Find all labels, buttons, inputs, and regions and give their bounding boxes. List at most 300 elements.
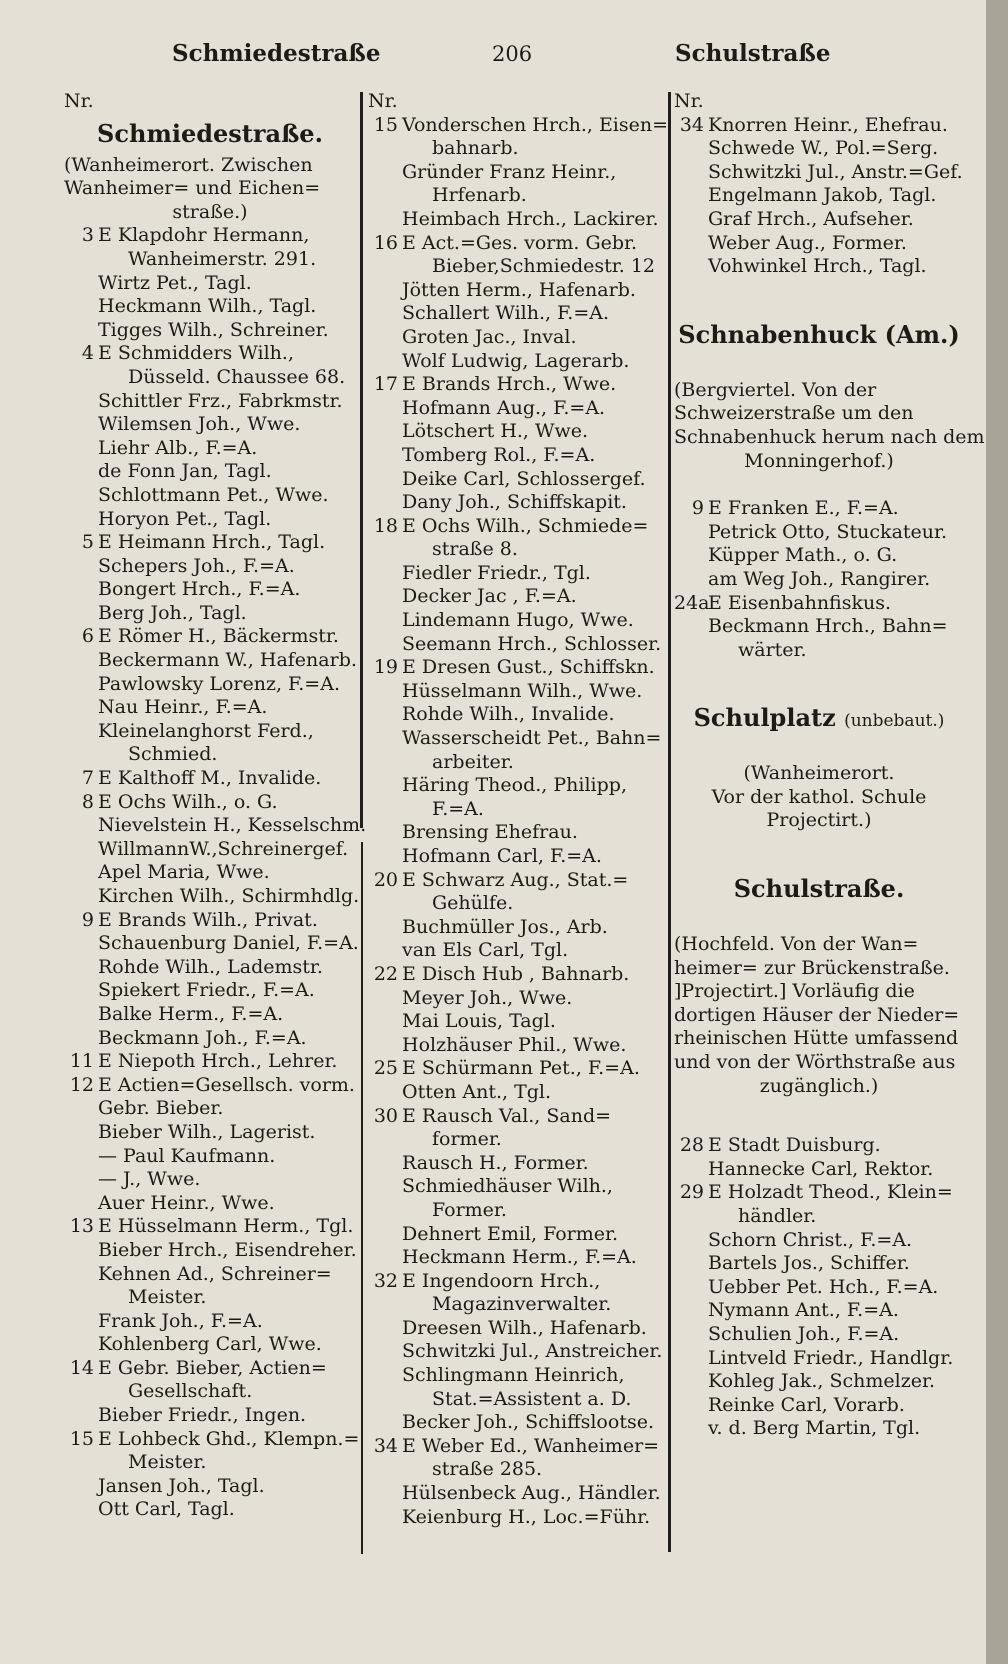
list-item: [674, 1417, 964, 1441]
list-item: [64, 720, 356, 744]
list-item: [368, 656, 664, 680]
entry-text: E Holzadt Theod., Klein=: [708, 1181, 953, 1204]
list-item: [64, 649, 356, 673]
entry-text: Knorren Heinr., Ehefrau.: [708, 113, 948, 136]
entry-text: Rohde Wilh., Lademstr.: [98, 955, 323, 978]
entry-text: Wasserscheidt Pet., Bahn=: [402, 727, 662, 750]
entry-text: Schlottmann Pet., Wwe.: [98, 483, 329, 506]
house-number: 5: [81, 531, 94, 554]
entry-text: Deike Carl, Schlossergef.: [402, 467, 646, 490]
street-note: [674, 378, 985, 473]
house-number: 34: [679, 113, 704, 136]
entry-text: Tomberg Rol., F.=A.: [402, 443, 596, 466]
list-item: [674, 544, 964, 568]
street-note: [64, 154, 356, 225]
entry-text: Kirchen Wilh., Schirmhdlg.: [98, 885, 360, 907]
house-number: 9: [691, 497, 704, 520]
list-item: [64, 531, 356, 555]
entry-text: Wanheimerstr. 291.: [128, 247, 317, 270]
list-item: [64, 460, 356, 484]
list-item: [674, 1252, 964, 1276]
list-item: [368, 1057, 664, 1081]
entry-text: E Stadt Duisburg.: [708, 1134, 881, 1157]
entry-text: Former.: [432, 1198, 507, 1221]
list-item: [368, 1340, 664, 1364]
entry-text: arbeiter.: [432, 750, 514, 773]
list-item: [64, 272, 356, 296]
entry-text: E Brands Wilh., Privat.: [98, 908, 318, 931]
house-number: 7: [81, 767, 94, 790]
entry-text: E Niepoth Hrch., Lehrer.: [98, 1050, 338, 1073]
note-line: und von der Wörthstraße aus: [674, 1051, 956, 1074]
entry-text: E Kalthoff M., Invalide.: [98, 767, 322, 790]
entry-text: Kehnen Ad., Schreiner=: [98, 1262, 332, 1285]
entry-text: Holzhäuser Phil., Wwe.: [402, 1033, 627, 1056]
list-item: [368, 1175, 664, 1199]
list-item: [674, 1323, 964, 1347]
entry-text: E Klapdohr Hermann,: [98, 224, 310, 247]
entry-text: Gründer Franz Heinr.,: [402, 160, 617, 183]
entry-text: van Els Carl, Tgl.: [402, 939, 569, 962]
entry-text: Auer Heinr., Wwe.: [98, 1191, 275, 1214]
list-item: [64, 295, 356, 319]
house-number: 6: [81, 625, 94, 648]
list-item: [64, 1451, 356, 1475]
entry-text: E Franken E., F.=A.: [708, 497, 899, 520]
entry-text: Dreesen Wilh., Hafenarb.: [402, 1316, 647, 1339]
entry-text: Gebr. Bieber.: [98, 1097, 224, 1120]
entry-text: Vonderschen Hrch., Eisen=: [402, 113, 669, 136]
list-item: [368, 939, 664, 963]
list-item: [368, 161, 664, 185]
entry-text: E Disch Hub , Bahnarb.: [402, 962, 630, 985]
entry-text: Apel Maria, Wwe.: [98, 861, 270, 884]
entry-text: Gehülfe.: [432, 892, 514, 915]
entry-text: Beckermann W., Hafenarb.: [98, 649, 357, 672]
list-item: [64, 979, 356, 1003]
entry-text: bahnarb.: [432, 137, 519, 160]
list-item: [368, 609, 664, 633]
entry-text: Brensing Ehefrau.: [402, 821, 578, 844]
entry-text: Hülsenbeck Aug., Händler.: [402, 1482, 661, 1505]
entry-text: Lintveld Friedr., Handlgr.: [708, 1346, 954, 1369]
entry-text: Engelmann Jakob, Tagl.: [708, 184, 937, 207]
list-item: [368, 1128, 664, 1152]
column-divider: [360, 92, 363, 828]
house-number: 19: [373, 656, 398, 679]
entry-text: Lindemann Hugo, Wwe.: [402, 609, 634, 632]
entry-text: Hofmann Carl, F.=A.: [402, 845, 602, 867]
entry-text: Hrfenarb.: [432, 184, 527, 207]
house-number: 29: [679, 1181, 704, 1204]
entry-text: Horyon Pet., Tagl.: [98, 507, 272, 530]
list-item: [64, 555, 356, 579]
page-edge: [986, 0, 1008, 1664]
entry-text: Beckmann Hrch., Bahn=: [708, 615, 948, 638]
entry-text: Liehr Alb., F.=A.: [98, 436, 258, 459]
list-item: [368, 1482, 664, 1506]
house-number: 17: [373, 373, 398, 396]
entry-text: Häring Theod., Philipp,: [402, 774, 627, 797]
entry-text: Pawlowsky Lorenz, F.=A.: [98, 672, 340, 695]
list-item: [64, 1357, 356, 1381]
entry-text: E Eisenbahnfiskus.: [708, 591, 892, 614]
list-item: [674, 1276, 964, 1300]
list-item: [674, 1394, 964, 1418]
entry-text: straße 8.: [432, 538, 518, 561]
entry-text: Magazinverwalter.: [432, 1293, 612, 1316]
entry-text: Vohwinkel Hrch., Tagl.: [708, 255, 927, 278]
entry-text: Weber Aug., Former.: [708, 231, 907, 254]
note-line: (Bergviertel. Von der: [674, 378, 877, 401]
list-item: [64, 909, 356, 933]
list-item: [368, 751, 664, 775]
list-item: [368, 113, 669, 138]
house-number: 28: [679, 1134, 704, 1157]
entry-text: Bieber Wilh., Lagerist.: [98, 1120, 316, 1143]
list-item: [368, 232, 664, 256]
entry-text: E Actien=Gesellsch. vorm.: [98, 1073, 355, 1096]
house-number: 25: [373, 1057, 398, 1080]
list-item: [674, 1370, 964, 1394]
entry-text: E Gebr. Bieber, Actien=: [98, 1356, 327, 1379]
street-note: [674, 762, 964, 833]
entry-text: Nymann Ant., F.=A.: [708, 1299, 899, 1322]
entry-text: Seemann Hrch., Schlosser.: [402, 632, 662, 655]
entry-text: Kohlenberg Carl, Wwe.: [98, 1333, 322, 1356]
list-item: [674, 1134, 964, 1158]
list-item: [64, 1263, 356, 1287]
list-item: [64, 861, 356, 885]
entry-text: Bieber Hrch., Eisendreher.: [98, 1238, 357, 1261]
list-item: [64, 1286, 356, 1310]
resident-list: [674, 114, 964, 279]
note-line: heimer= zur Brückenstraße.: [674, 956, 950, 979]
list-item: [674, 137, 964, 161]
list-item: [368, 1317, 664, 1341]
entry-text: Decker Jac , F.=A.: [402, 585, 577, 608]
column-3: [674, 90, 985, 1441]
entry-text: E Ingendoorn Hrch.,: [402, 1269, 601, 1292]
list-item: [368, 774, 664, 798]
column-2: [368, 90, 669, 1529]
list-item: [674, 521, 964, 545]
house-number: 20: [373, 868, 398, 891]
entry-text: E Heimann Hrch., Tagl.: [98, 531, 326, 554]
entry-text: Frank Joh., F.=A.: [98, 1309, 263, 1332]
list-item: [368, 350, 664, 374]
house-number: 15: [373, 113, 398, 136]
note-line: dortigen Häuser der Nieder=: [674, 1003, 960, 1026]
list-item: [368, 845, 664, 869]
list-item: [64, 1404, 356, 1428]
house-number: 16: [373, 231, 398, 254]
list-item: [368, 373, 664, 397]
house-number: 11: [69, 1050, 94, 1073]
entry-text: Groten Jac., Inval.: [402, 325, 577, 348]
list-item: [368, 420, 664, 444]
list-item: [368, 1411, 664, 1435]
list-item: [368, 1246, 664, 1270]
entry-text: F.=A.: [432, 797, 484, 820]
entry-text: E Schürmann Pet., F.=A.: [402, 1057, 640, 1080]
list-item: [674, 1229, 964, 1253]
house-number: 9: [81, 908, 94, 931]
note-line: (Wanheimerort. Zwischen: [64, 153, 313, 176]
nr-label: Nr.: [368, 90, 398, 112]
list-item: [674, 1158, 964, 1182]
entry-text: Jansen Joh., Tagl.: [98, 1474, 265, 1497]
list-item: [64, 1239, 356, 1263]
list-item: [368, 491, 664, 515]
entry-text: — J., Wwe.: [98, 1168, 201, 1191]
entry-text: Schwitzki Jul., Anstr.=Gef.: [708, 160, 963, 183]
list-item: [64, 814, 367, 838]
list-item: [368, 1034, 664, 1058]
entry-text: Spiekert Friedr., F.=A.: [98, 979, 315, 1002]
entry-text: v. d. Berg Martin, Tgl.: [708, 1417, 921, 1440]
list-item: [368, 279, 664, 303]
note-line: (Wanheimerort.: [743, 762, 895, 785]
resident-list: [368, 113, 669, 1530]
entry-text: E Römer H., Bäckermstr.: [98, 625, 339, 648]
note-line: ]Projectirt.] Vorläufig die: [674, 980, 915, 1003]
list-item: [64, 696, 356, 720]
list-item: [64, 885, 360, 909]
nr-label: Nr.: [674, 90, 704, 112]
entry-text: Gesellschaft.: [128, 1380, 253, 1403]
entry-text: Schepers Joh., F.=A.: [98, 554, 295, 577]
entry-text: E Ochs Wilh., o. G.: [98, 790, 278, 813]
entry-text: Dehnert Emil, Former.: [402, 1222, 619, 1245]
entry-text: Graf Hrch., Aufseher.: [708, 207, 914, 230]
entry-text: E Act.=Ges. vorm. Gebr.: [402, 231, 638, 254]
entry-text: wärter.: [738, 638, 807, 661]
entry-text: händler.: [738, 1205, 817, 1227]
list-item: [368, 585, 664, 609]
list-item: [368, 444, 664, 468]
entry-text: Buchmüller Jos., Arb.: [402, 915, 608, 938]
house-number: 8: [81, 790, 94, 813]
list-item: [64, 366, 356, 390]
list-item: [368, 184, 664, 208]
list-item: [64, 578, 356, 602]
list-item: [674, 232, 964, 256]
street-heading-suffix: (unbebaut.): [844, 711, 945, 732]
entry-text: Schmiedhäuser Wilh.,: [402, 1175, 613, 1198]
list-item: [368, 869, 664, 893]
list-item: [368, 255, 664, 279]
note-line: Projectirt.): [766, 809, 872, 832]
list-item: [64, 791, 356, 815]
list-item: [368, 326, 664, 350]
column-divider: [668, 92, 671, 1552]
list-item: [64, 625, 356, 649]
list-item: [64, 1333, 356, 1357]
entry-text: Tigges Wilh., Schreiner.: [98, 318, 329, 341]
entry-text: E Dresen Gust., Schiffskn.: [402, 656, 655, 679]
entry-text: Hofmann Aug., F.=A.: [402, 396, 606, 419]
note-line: Schnabenhuck herum nach dem: [674, 425, 985, 448]
list-item: [674, 592, 964, 616]
entry-text: Bieber Friedr., Ingen.: [98, 1404, 307, 1427]
list-item: [674, 1205, 964, 1229]
entry-text: Fiedler Friedr., Tgl.: [402, 561, 591, 584]
list-item: [368, 963, 664, 987]
list-item: [64, 484, 356, 508]
list-item: [368, 1152, 664, 1176]
list-item: [368, 821, 664, 845]
list-item: [64, 1145, 356, 1169]
list-item: [674, 1299, 964, 1323]
house-number: 24a: [674, 591, 710, 614]
list-item: [674, 114, 964, 138]
entry-text: Becker Joh., Schiffslootse.: [402, 1411, 654, 1434]
entry-text: E Rausch Val., Sand=: [402, 1104, 612, 1127]
entry-text: Schwede W., Pol.=Serg.: [708, 137, 939, 160]
resident-list: [64, 224, 367, 1522]
list-item: [64, 319, 356, 343]
list-item: [368, 892, 664, 916]
nr-label: Nr.: [64, 90, 94, 112]
list-item: [368, 916, 664, 940]
entry-text: straße 285.: [432, 1458, 543, 1481]
list-item: [368, 302, 664, 326]
list-item: [64, 673, 356, 697]
entry-text: Jötten Herm., Hafenarb.: [402, 278, 636, 301]
column-1: [64, 90, 367, 1522]
entry-text: Meister.: [128, 1286, 207, 1309]
house-number: 3: [81, 224, 94, 247]
entry-text: Ott Carl, Tagl.: [98, 1498, 235, 1521]
entry-text: Bongert Hrch., F.=A.: [98, 578, 301, 601]
entry-text: Beckmann Joh., F.=A.: [98, 1026, 307, 1049]
list-item: [64, 1310, 356, 1334]
running-header: [0, 40, 980, 76]
list-item: [674, 615, 964, 639]
note-line: rheinischen Hütte umfassend: [674, 1027, 959, 1050]
entry-text: Keienburg H., Loc.=Führ.: [402, 1505, 651, 1528]
house-number: 22: [373, 962, 398, 985]
list-item: [674, 161, 964, 185]
list-item: [368, 208, 664, 232]
entry-text: Küpper Math., o. G.: [708, 544, 898, 567]
entry-text: Schittler Frz., Fabrkmstr.: [98, 389, 343, 412]
house-number: 12: [69, 1073, 94, 1096]
list-item: [64, 602, 356, 626]
entry-text: Kohleg Jak., Schmelzer.: [708, 1370, 935, 1393]
entry-text: Petrick Otto, Stuckateur.: [708, 520, 948, 543]
street-heading: Schmiedestraße.: [97, 118, 323, 148]
house-number: 18: [373, 514, 398, 537]
entry-text: Schorn Christ., F.=A.: [708, 1228, 913, 1251]
entry-text: E Hüsselmann Herm., Tgl.: [98, 1215, 354, 1238]
entry-text: Heckmann Herm., F.=A.: [402, 1246, 637, 1269]
list-item: [368, 515, 664, 539]
entry-text: Meyer Joh., Wwe.: [402, 986, 573, 1009]
entry-text: Kleinelanghorst Ferd.,: [98, 719, 314, 742]
note-line: zugänglich.): [759, 1074, 879, 1097]
list-item: [64, 342, 356, 366]
list-item: [368, 1223, 664, 1247]
entry-text: E Brands Hrch., Wwe.: [402, 373, 617, 396]
entry-text: Reinke Carl, Vorarb.: [708, 1393, 905, 1416]
entry-text: Meister.: [128, 1451, 207, 1474]
list-item: [368, 798, 664, 822]
list-item: [64, 767, 356, 791]
entry-text: Mai Louis, Tagl.: [402, 1010, 556, 1033]
list-item: [64, 248, 356, 272]
entry-text: WillmannW.,Schreinergef.: [98, 837, 349, 860]
street-heading: Schulstraße.: [733, 874, 905, 904]
list-item: [64, 224, 356, 248]
note-line: Wanheimer= und Eichen=: [64, 177, 321, 200]
list-item: [64, 390, 356, 414]
list-item: [674, 1347, 964, 1371]
house-number: 30: [373, 1104, 398, 1127]
entry-text: E Lohbeck Ghd., Klempn.=: [98, 1427, 360, 1450]
entry-text: Uebber Pet. Hch., F.=A.: [708, 1275, 939, 1298]
list-item: [64, 1427, 360, 1452]
list-item: [64, 437, 356, 461]
list-item: [674, 184, 964, 208]
list-item: [368, 1081, 664, 1105]
list-item: [368, 1199, 664, 1223]
street-heading: [674, 698, 964, 738]
list-item: [674, 497, 964, 521]
list-item: [368, 1506, 664, 1530]
entry-text: Schmied.: [128, 743, 218, 766]
list-item: [368, 562, 664, 586]
entry-text: Nievelstein H., Kesselschm.: [98, 814, 367, 837]
entry-text: Stat.=Assistent a. D.: [432, 1387, 632, 1410]
entry-text: Hüsselmann Wilh., Wwe.: [402, 679, 643, 702]
entry-text: Otten Ant., Tgl.: [402, 1080, 552, 1103]
entry-text: Düsseld. Chaussee 68.: [128, 365, 346, 388]
note-line: straße.): [172, 200, 248, 223]
column-divider: [361, 842, 363, 1554]
entry-text: Berg Joh., Tagl.: [98, 601, 247, 624]
house-number: 15: [69, 1427, 94, 1450]
list-item: [368, 1105, 664, 1129]
list-item: [368, 538, 664, 562]
entry-text: Bartels Jos., Schiffer.: [708, 1252, 910, 1275]
entry-text: Lötschert H., Wwe.: [402, 420, 589, 443]
street-heading: Schnabenhuck (Am.): [678, 319, 960, 349]
entry-text: Rausch H., Former.: [402, 1151, 589, 1174]
list-item: [368, 1364, 664, 1388]
list-item: [368, 727, 664, 751]
list-item: [674, 568, 964, 592]
entry-text: Heckmann Wilh., Tagl.: [98, 295, 317, 318]
header-left-street: Schmiedestraße: [172, 40, 381, 67]
list-item: [368, 1458, 664, 1482]
resident-list: [674, 497, 964, 662]
list-item: [674, 208, 964, 232]
list-item: [64, 1475, 356, 1499]
list-item: [368, 1293, 664, 1317]
list-item: [64, 1003, 356, 1027]
list-item: [64, 508, 356, 532]
entry-text: E Schmidders Wilh.,: [98, 342, 295, 365]
entry-text: Heimbach Hrch., Lackirer.: [402, 207, 659, 230]
house-number: 4: [81, 342, 94, 365]
list-item: [64, 1498, 356, 1522]
entry-text: Schwitzki Jul., Anstreicher.: [402, 1340, 663, 1363]
entry-text: Wilemsen Joh., Wwe.: [98, 413, 301, 436]
house-number: 14: [69, 1356, 94, 1379]
list-item: [64, 1027, 356, 1051]
